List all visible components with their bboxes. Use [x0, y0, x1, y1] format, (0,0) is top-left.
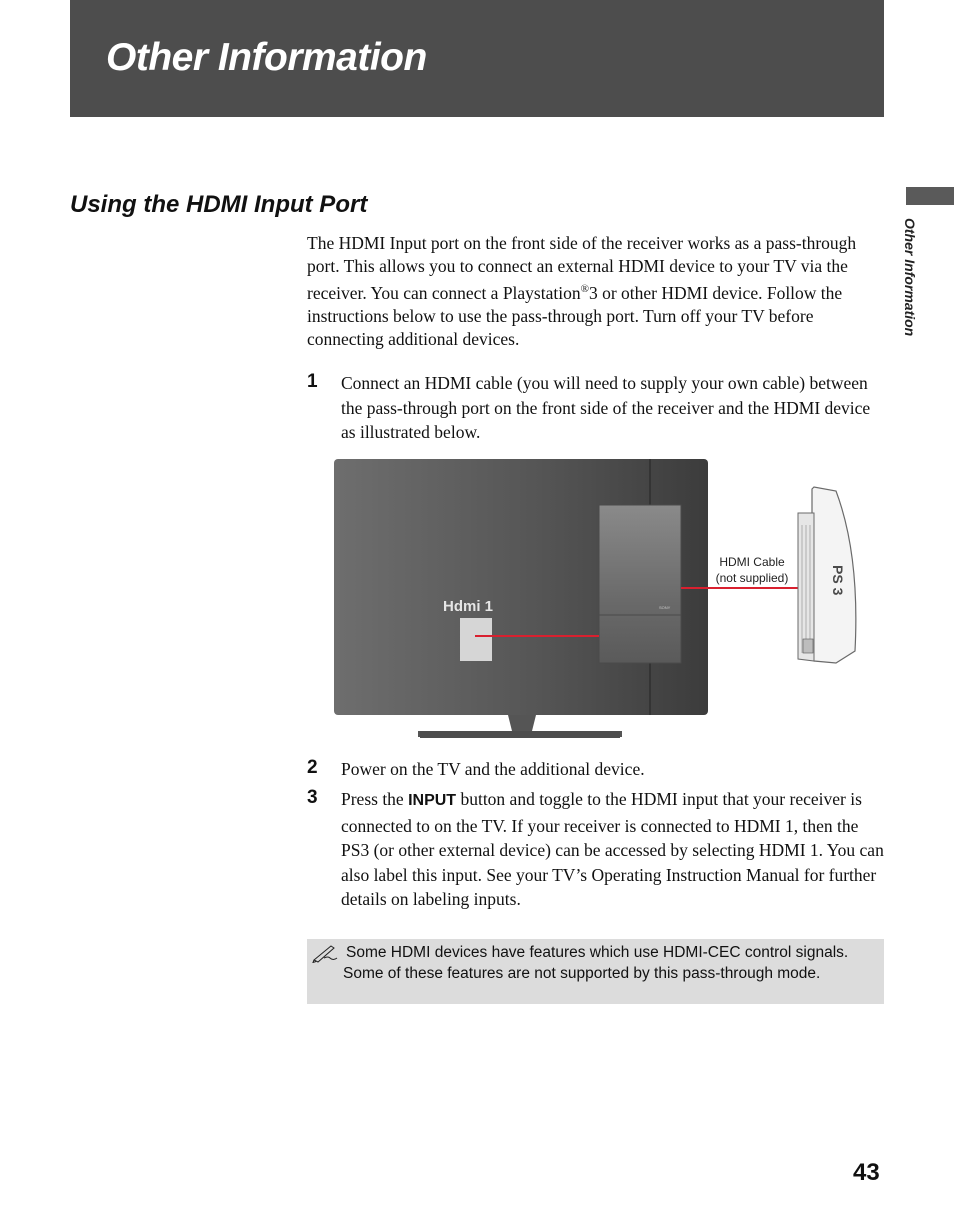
intro-paragraph — [307, 232, 885, 351]
step-3 — [307, 787, 885, 912]
intro-text-part2: 3 or other HDMI device. Follow the instructions below to use the pass-through port. Turn off your TV before connecting additional devices. — [307, 282, 843, 349]
registered-mark: ® — [580, 283, 589, 295]
step-1 — [307, 371, 885, 445]
pencil-note-icon — [312, 943, 338, 963]
step-text: Connect an HDMI cable (you will need to supply your own cable) between the pass-through port on the front side of the receiver and the HDMI device as illustrated below. — [341, 373, 871, 443]
step-number: 1 — [307, 371, 318, 392]
hdmi1-port — [460, 618, 492, 661]
cable-label-line1: HDMI Cable — [719, 555, 785, 569]
section-title: Using the HDMI Input Port — [70, 191, 368, 218]
cable-label-line2: (not supplied) — [715, 571, 789, 585]
ps3-label: PS 3 — [830, 565, 846, 596]
diagram-graphic — [330, 455, 870, 745]
step-text — [341, 787, 885, 912]
step-text: Power on the TV and the additional device. — [341, 759, 645, 779]
intro-text-part1: The HDMI Input port on the front side of the receiver works as a pass-through port. This allows you to connect an external HDMI device to your TV via the receiver. You can connect a Playstation — [307, 233, 857, 303]
receiver-brand: SONY — [659, 605, 671, 610]
note-text: Some HDMI devices have features which use HDMI-CEC control signals. Some of these features are not supported by this pass-through mode. — [343, 944, 849, 982]
receiver-body — [599, 505, 681, 663]
step-2 — [307, 757, 885, 782]
step-number: 3 — [307, 787, 318, 808]
step-number: 2 — [307, 757, 318, 778]
side-tab-marker — [906, 187, 954, 205]
hdmi1-label: Hdmi 1 — [443, 598, 494, 615]
ps3-power-socket — [803, 639, 813, 653]
cable-label — [702, 554, 802, 586]
step-text-pre: Press the — [341, 789, 409, 809]
side-tab-label: Other Information — [902, 218, 918, 337]
input-button-name: INPUT — [408, 792, 457, 809]
connection-diagram — [330, 455, 870, 745]
step-text-post: button and toggle to the HDMI input that your receiver is connected to on the TV. If your receiver is connected to HDMI 1, then the PS3 (or other external device) can be accessed by selecting HDMI 1. You can also label this input. See your TV’s Operating Instruction Manual for further details on labeling inputs. — [341, 789, 884, 910]
note-box — [307, 939, 884, 1004]
chapter-title: Other Information — [106, 36, 427, 79]
tv-stand-base — [420, 731, 620, 738]
chapter-header-banner — [70, 0, 884, 117]
page-number: 43 — [853, 1159, 880, 1186]
